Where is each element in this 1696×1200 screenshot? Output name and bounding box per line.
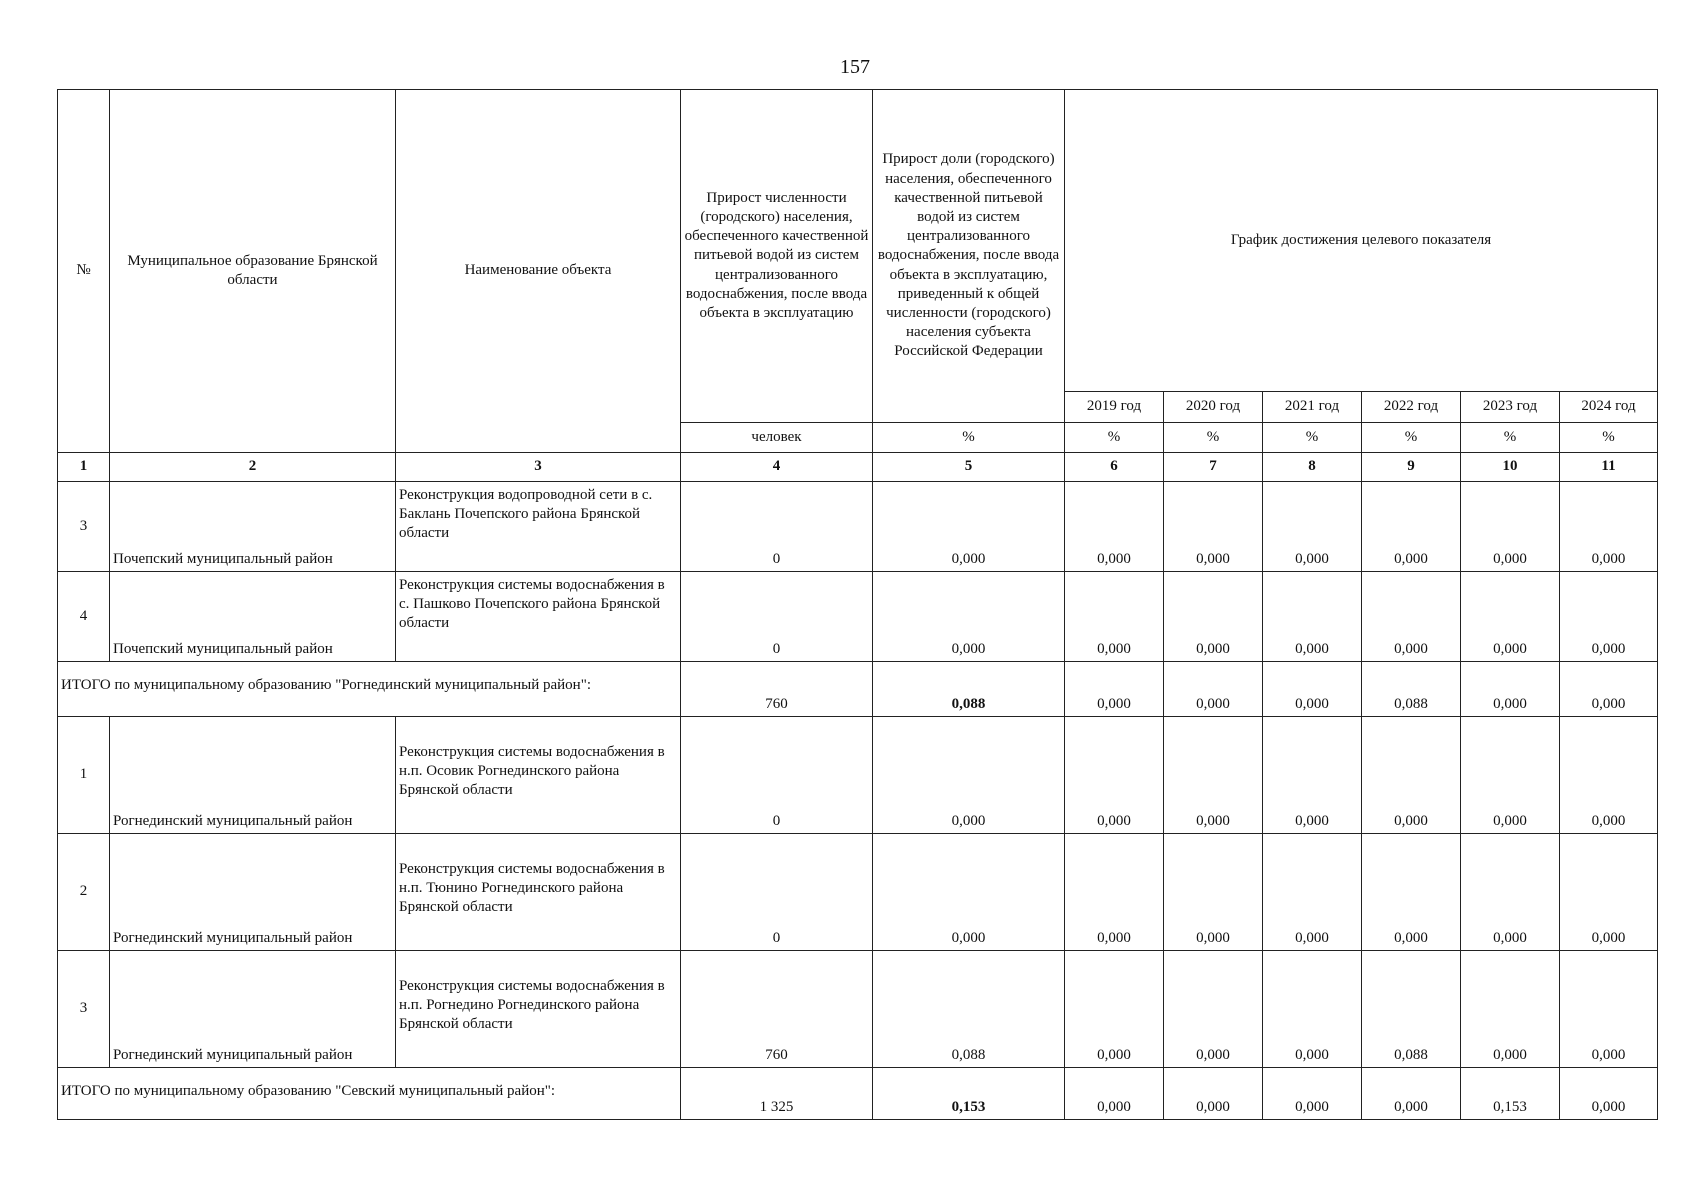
page-number: 157 — [840, 56, 870, 78]
header-object-name: Наименование объекта — [396, 90, 681, 453]
share-cell: 0,000 — [873, 717, 1065, 834]
column-number: 10 — [1461, 453, 1560, 482]
year-value-cell: 0,000 — [1065, 717, 1164, 834]
total-label: ИТОГО по муниципальному образованию "Севский муниципальный район": — [58, 1068, 681, 1120]
row-number: 3 — [58, 482, 110, 572]
count-cell: 0 — [681, 834, 873, 951]
header-growth-count: Прирост численности (городского) населения, обеспеченного качественной питьевой водой из систем централизованного водоснабжения, после ввода объекта в эксплуатацию — [681, 90, 873, 423]
column-number: 4 — [681, 453, 873, 482]
municipality-cell: Рогнединский муниципальный район — [110, 951, 396, 1068]
count-cell: 0 — [681, 572, 873, 662]
column-number: 8 — [1263, 453, 1362, 482]
count-cell: 0 — [681, 717, 873, 834]
header-schedule: График достижения целевого показателя — [1065, 90, 1658, 392]
year-value-cell: 0,000 — [1560, 482, 1658, 572]
year-value-cell: 0,000 — [1560, 1068, 1658, 1120]
municipality-cell: Почепский муниципальный район — [110, 572, 396, 662]
year-value-cell: 0,000 — [1362, 834, 1461, 951]
column-number: 1 — [58, 453, 110, 482]
column-number: 11 — [1560, 453, 1658, 482]
municipality-cell: Рогнединский муниципальный район — [110, 834, 396, 951]
header-no: № — [58, 90, 110, 453]
unit-year: % — [1164, 423, 1263, 453]
unit-count: человек — [681, 423, 873, 453]
year-value-cell: 0,000 — [1263, 717, 1362, 834]
share-cell: 0,088 — [873, 951, 1065, 1068]
year-value-cell: 0,000 — [1065, 662, 1164, 717]
year-value-cell: 0,000 — [1560, 717, 1658, 834]
year-value-cell: 0,153 — [1461, 1068, 1560, 1120]
year-value-cell: 0,000 — [1164, 482, 1263, 572]
year-value-cell: 0,000 — [1164, 572, 1263, 662]
header-year-2020: 2020 год — [1164, 392, 1263, 423]
unit-year: % — [1362, 423, 1461, 453]
header-year-2019: 2019 год — [1065, 392, 1164, 423]
row-number: 3 — [58, 951, 110, 1068]
year-value-cell: 0,088 — [1362, 662, 1461, 717]
object-cell: Реконструкция системы водоснабжения в н.п. Осовик Рогнединского района Брянской области — [396, 717, 681, 834]
year-value-cell: 0,000 — [1263, 834, 1362, 951]
year-value-cell: 0,000 — [1263, 951, 1362, 1068]
year-value-cell: 0,000 — [1362, 717, 1461, 834]
year-value-cell: 0,000 — [1461, 572, 1560, 662]
year-value-cell: 0,000 — [1560, 951, 1658, 1068]
column-number: 7 — [1164, 453, 1263, 482]
total-row — [58, 1068, 1658, 1120]
header-municipality: Муниципальное образование Брянской области — [110, 90, 396, 453]
column-number: 3 — [396, 453, 681, 482]
total-row — [58, 662, 1658, 717]
column-numbers-row — [58, 453, 1658, 482]
unit-year: % — [1065, 423, 1164, 453]
year-value-cell: 0,000 — [1164, 717, 1263, 834]
municipality-cell: Рогнединский муниципальный район — [110, 717, 396, 834]
year-value-cell: 0,000 — [1461, 834, 1560, 951]
table-row — [58, 482, 1658, 572]
year-value-cell: 0,000 — [1065, 482, 1164, 572]
year-value-cell: 0,000 — [1362, 482, 1461, 572]
indicator-table — [57, 89, 1658, 1120]
row-number: 2 — [58, 834, 110, 951]
count-cell: 760 — [681, 951, 873, 1068]
header-year-2023: 2023 год — [1461, 392, 1560, 423]
year-value-cell: 0,000 — [1164, 662, 1263, 717]
year-value-cell: 0,000 — [1065, 834, 1164, 951]
municipality-cell: Почепский муниципальный район — [110, 482, 396, 572]
year-value-cell: 0,000 — [1065, 951, 1164, 1068]
table-row — [58, 951, 1658, 1068]
unit-year: % — [1560, 423, 1658, 453]
header-year-2022: 2022 год — [1362, 392, 1461, 423]
object-cell: Реконструкция водопроводной сети в с. Баклань Почепского района Брянской области — [396, 482, 681, 572]
year-value-cell: 0,000 — [1461, 717, 1560, 834]
column-number: 9 — [1362, 453, 1461, 482]
year-value-cell: 0,000 — [1560, 572, 1658, 662]
column-number: 5 — [873, 453, 1065, 482]
row-number: 1 — [58, 717, 110, 834]
year-value-cell: 0,000 — [1065, 572, 1164, 662]
year-value-cell: 0,000 — [1263, 1068, 1362, 1120]
count-cell: 760 — [681, 662, 873, 717]
year-value-cell: 0,000 — [1560, 834, 1658, 951]
year-value-cell: 0,000 — [1263, 572, 1362, 662]
table-row — [58, 572, 1658, 662]
share-cell: 0,000 — [873, 834, 1065, 951]
year-value-cell: 0,000 — [1164, 1068, 1263, 1120]
year-value-cell: 0,000 — [1461, 951, 1560, 1068]
share-cell: 0,000 — [873, 572, 1065, 662]
unit-year: % — [1461, 423, 1560, 453]
share-cell: 0,088 — [873, 662, 1065, 717]
year-value-cell: 0,000 — [1362, 1068, 1461, 1120]
column-number: 6 — [1065, 453, 1164, 482]
year-value-cell: 0,000 — [1560, 662, 1658, 717]
header-year-2024: 2024 год — [1560, 392, 1658, 423]
year-value-cell: 0,000 — [1461, 482, 1560, 572]
table-row — [58, 834, 1658, 951]
year-value-cell: 0,000 — [1164, 834, 1263, 951]
count-cell: 0 — [681, 482, 873, 572]
row-number: 4 — [58, 572, 110, 662]
year-value-cell: 0,088 — [1362, 951, 1461, 1068]
column-number: 2 — [110, 453, 396, 482]
year-value-cell: 0,000 — [1362, 572, 1461, 662]
share-cell: 0,153 — [873, 1068, 1065, 1120]
table-row — [58, 717, 1658, 834]
unit-share: % — [873, 423, 1065, 453]
object-cell: Реконструкция системы водоснабжения в н.п. Рогнедино Рогнединского района Брянской области — [396, 951, 681, 1068]
object-cell: Реконструкция системы водоснабжения в с. Пашково Почепского района Брянской области — [396, 572, 681, 662]
year-value-cell: 0,000 — [1164, 951, 1263, 1068]
year-value-cell: 0,000 — [1065, 1068, 1164, 1120]
year-value-cell: 0,000 — [1461, 662, 1560, 717]
header-growth-share: Прирост доли (городского) населения, обеспеченного качественной питьевой водой из систем централизованного водоснабжения, после ввода объекта в эксплуатацию, приведенный к общей численности (городского) населения субъекта Российской Федерации — [873, 90, 1065, 423]
share-cell: 0,000 — [873, 482, 1065, 572]
object-cell: Реконструкция системы водоснабжения в н.п. Тюнино Рогнединского района Брянской области — [396, 834, 681, 951]
count-cell: 1 325 — [681, 1068, 873, 1120]
unit-year: % — [1263, 423, 1362, 453]
year-value-cell: 0,000 — [1263, 662, 1362, 717]
total-label: ИТОГО по муниципальному образованию "Рогнединский муниципальный район": — [58, 662, 681, 717]
header-year-2021: 2021 год — [1263, 392, 1362, 423]
year-value-cell: 0,000 — [1263, 482, 1362, 572]
